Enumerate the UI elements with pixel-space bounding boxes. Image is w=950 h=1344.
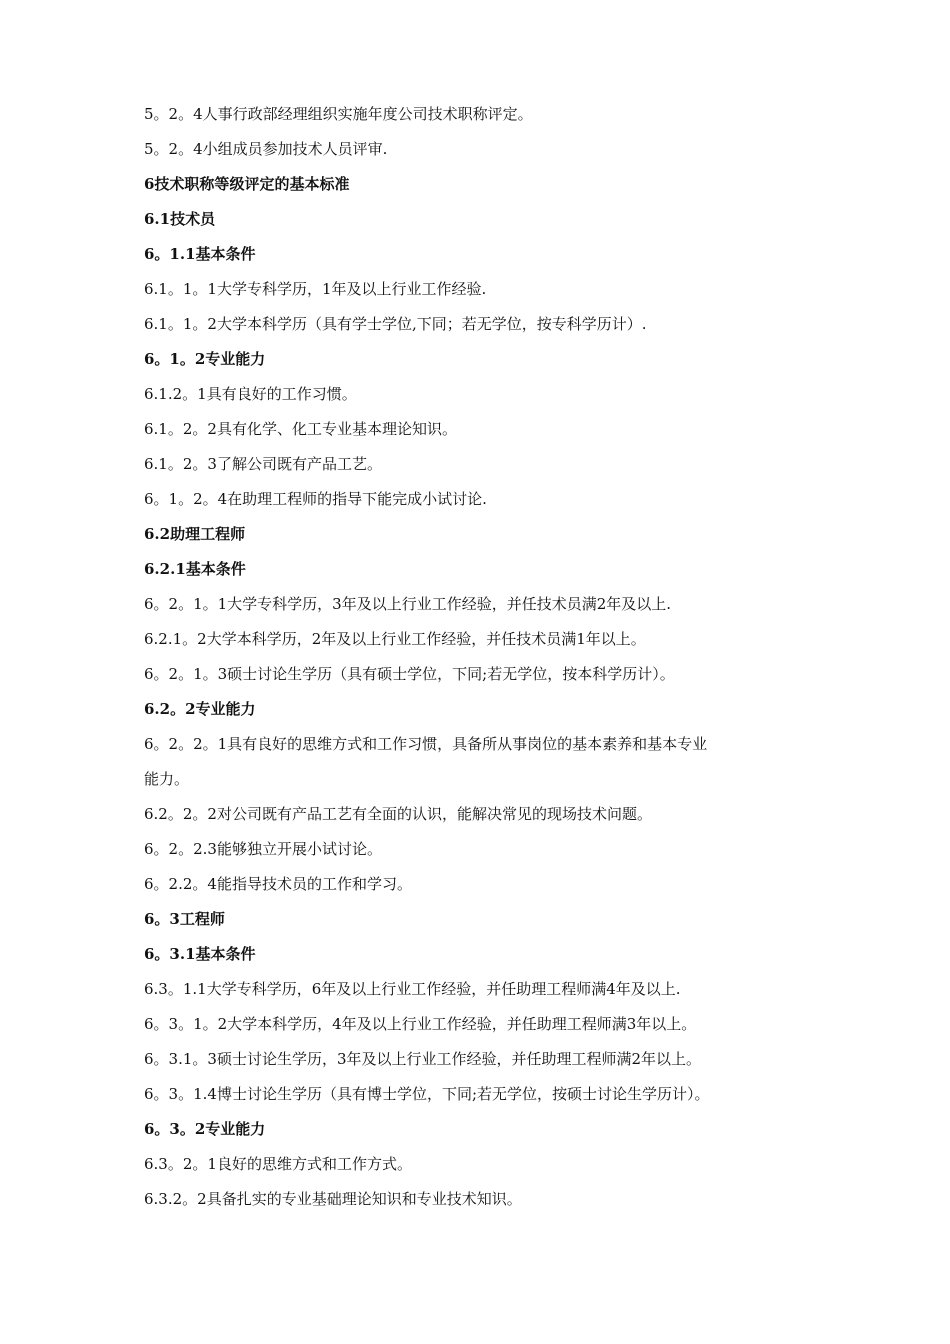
section-heading: 6。1.1基本条件	[144, 245, 256, 263]
paragraph-line: 6.1。2。2具有化学、化工专业基本理论知识。	[144, 420, 457, 438]
paragraph-line: 6.3.2。2具备扎实的专业基础理论知识和专业技术知识。	[144, 1190, 522, 1208]
document-page	[144, 97, 824, 1217]
paragraph-line: 5。2。4小组成员参加技术人员评审.	[144, 140, 388, 158]
paragraph-line: 6.1。1。2大学本科学历（具有学士学位,下同；若无学位，按专科学历计）.	[144, 315, 647, 333]
paragraph-line: 6.1。2。3了解公司既有产品工艺。	[144, 455, 382, 473]
paragraph-line: 6。2。1。3硕士讨论生学历（具有硕士学位，下同;若无学位，按本科学历计）。	[144, 665, 675, 683]
section-heading: 6.2。2专业能力	[144, 700, 256, 718]
paragraph-line: 6。3.1。3硕士讨论生学历，3年及以上行业工作经验，并任助理工程师满2年以上。	[144, 1050, 702, 1068]
section-heading: 6。3。2专业能力	[144, 1120, 266, 1138]
paragraph-line: 6。3。1.4博士讨论生学历（具有博士学位，下同;若无学位，按硕士讨论生学历计）。	[144, 1085, 710, 1103]
paragraph-line: 5。2。4人事行政部经理组织实施年度公司技术职称评定。	[144, 105, 533, 123]
paragraph-line: 6。2。1。1大学专科学历，3年及以上行业工作经验，并任技术员满2年及以上.	[144, 595, 672, 613]
section-heading: 6。3工程师	[144, 910, 225, 928]
paragraph-line: 6。2.2。4能指导技术员的工作和学习。	[144, 875, 412, 893]
paragraph-line: 6.2.1。2大学本科学历，2年及以上行业工作经验，并任技术员满1年以上。	[144, 630, 646, 648]
paragraph-line: 6.2。2。2对公司既有产品工艺有全面的认识，能解决常见的现场技术问题。	[144, 805, 652, 823]
paragraph-line: 能力。	[144, 770, 190, 788]
paragraph-line: 6。3。1。2大学本科学历，4年及以上行业工作经验，并任助理工程师满3年以上。	[144, 1015, 697, 1033]
paragraph-line: 6.3。1.1大学专科学历，6年及以上行业工作经验，并任助理工程师满4年及以上.	[144, 980, 681, 998]
paragraph-line: 6.1.2。1具有良好的工作习惯。	[144, 385, 357, 403]
paragraph-line: 6。2。2.3能够独立开展小试讨论。	[144, 840, 382, 858]
paragraph-line: 6.1。1。1大学专科学历，1年及以上行业工作经验.	[144, 280, 487, 298]
paragraph-line: 6。2。2。1具有良好的思维方式和工作习惯，具备所从事岗位的基本素养和基本专业	[144, 735, 708, 753]
section-heading: 6。3.1基本条件	[144, 945, 256, 963]
paragraph-line: 6。1。2。4在助理工程师的指导下能完成小试讨论.	[144, 490, 487, 508]
section-heading: 6.2助理工程师	[144, 525, 246, 543]
section-heading: 6.2.1基本条件	[144, 560, 246, 578]
section-heading: 6.1技术员	[144, 210, 216, 228]
section-heading: 6。1。2专业能力	[144, 350, 266, 368]
paragraph-line: 6.3。2。1良好的思维方式和工作方式。	[144, 1155, 412, 1173]
section-heading: 6技术职称等级评定的基本标准	[144, 175, 350, 193]
